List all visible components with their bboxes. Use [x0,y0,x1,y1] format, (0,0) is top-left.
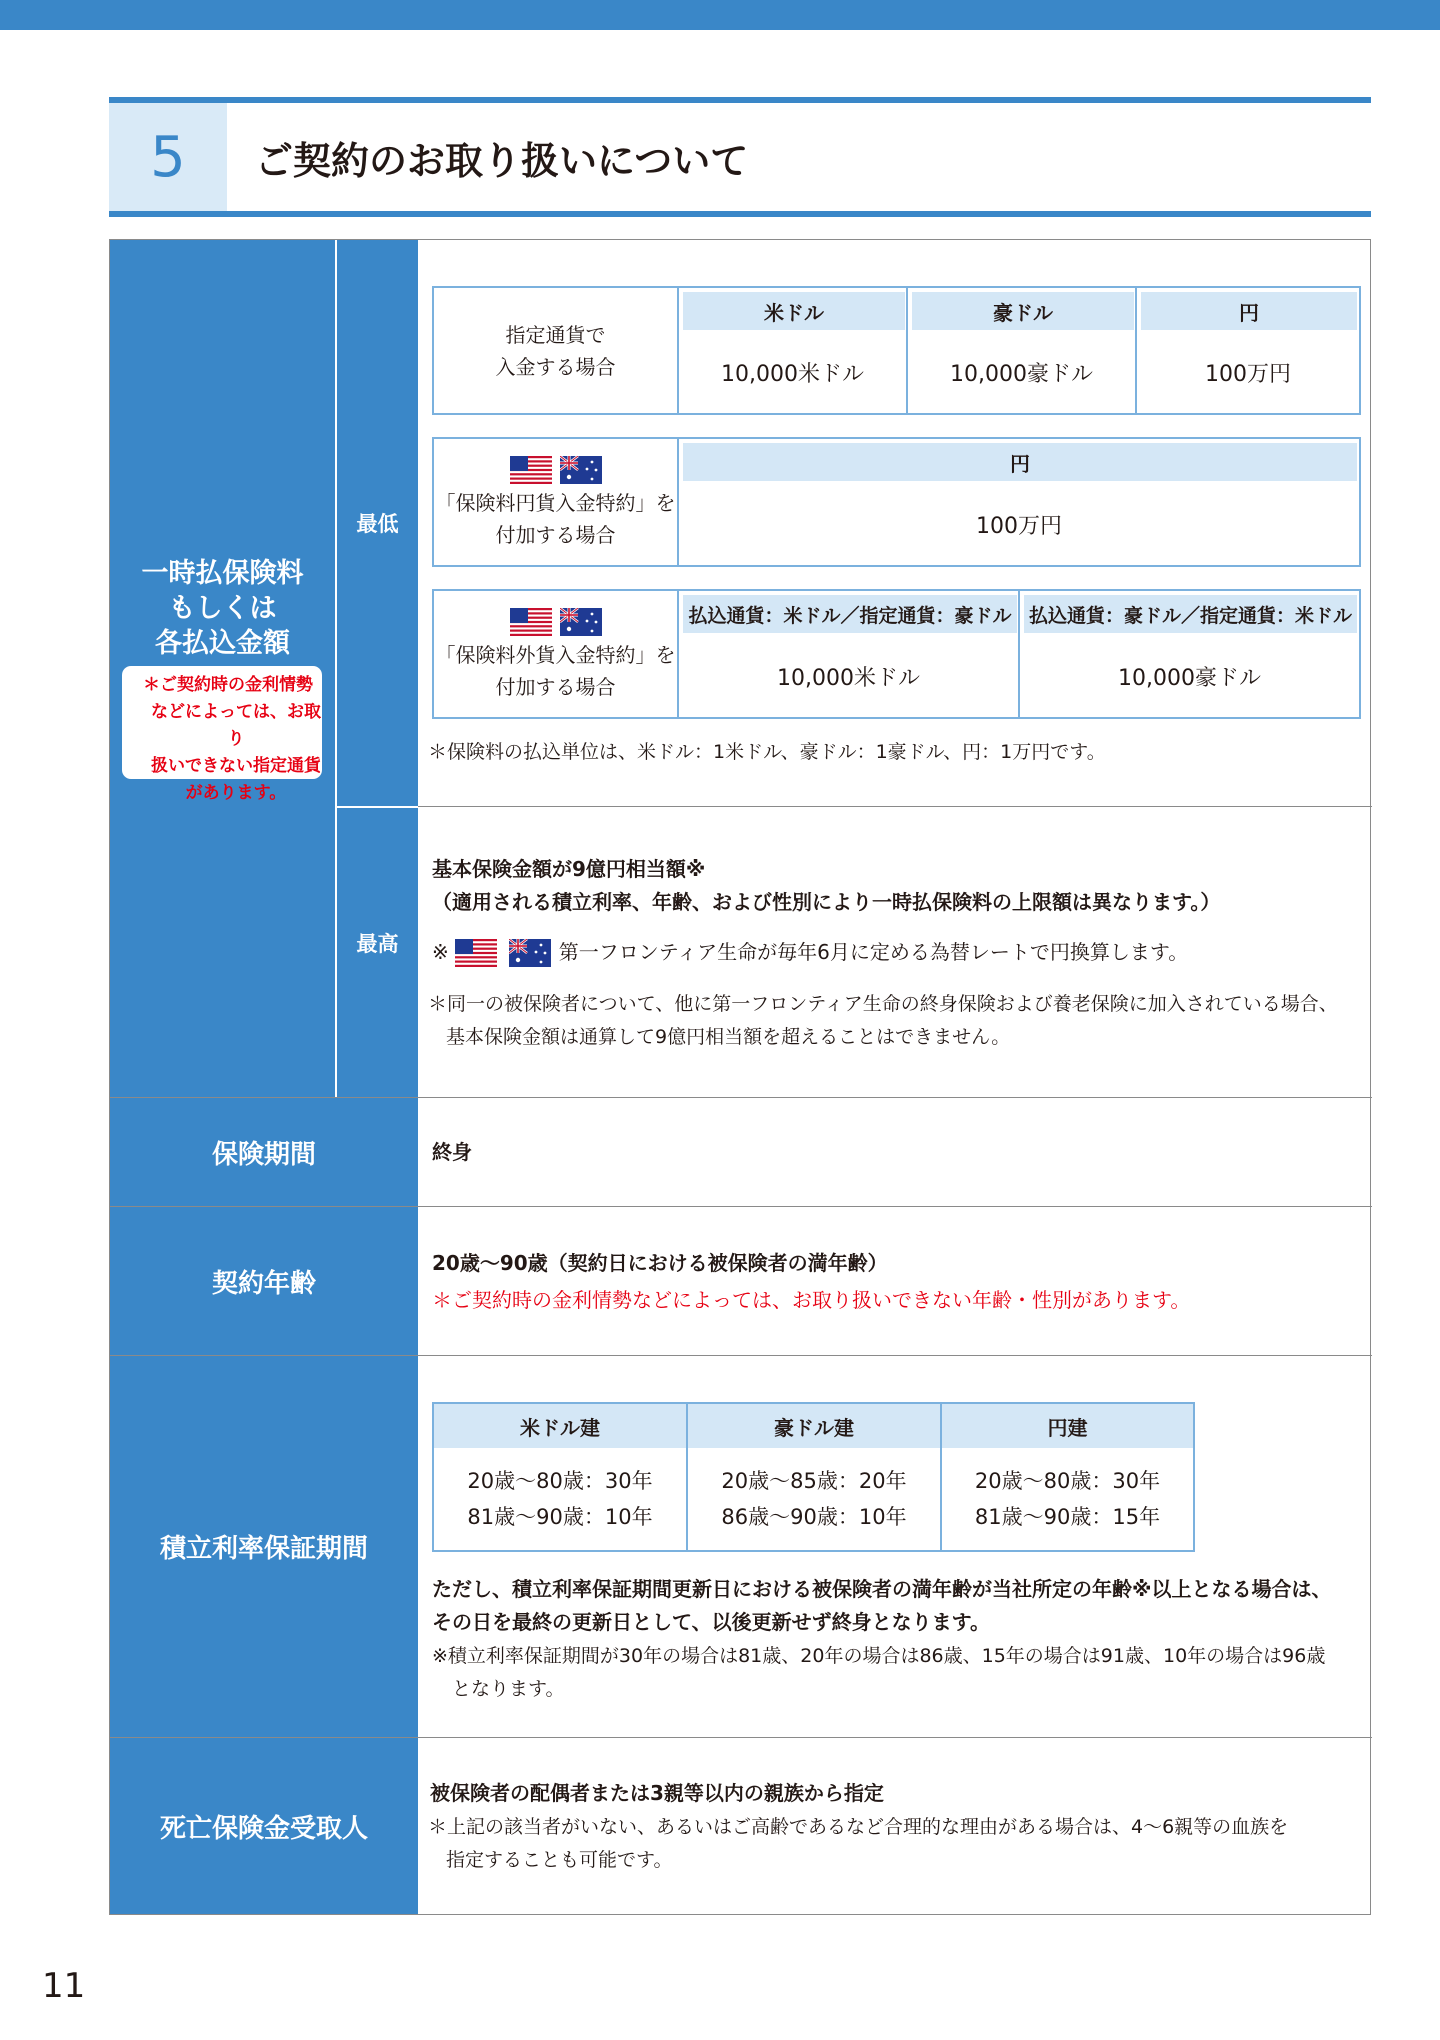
max-label: 最高 [356,931,399,956]
table1-row-label [434,288,677,413]
australia-flag-icon [560,608,602,636]
page-number: 11 [42,1966,86,2006]
beneficiary-label: 死亡保険金受取人 [159,1813,368,1844]
guarantee-text-line2: その日を最終の更新日として、以後更新せず終身となります。 [432,1610,990,1634]
min-label: 最低 [356,512,399,536]
guarantee-note-line1: ※積立利率保証期間が30年の場合は81歳、20年の場合は86歳、15年の場合は91歳、10年の場合は96歳 [432,1645,1326,1667]
table2-row-label [434,439,677,565]
guarantee-header-aud: 豪ドル建 [688,1404,940,1448]
table3-value-usd: 10,000米ドル [777,665,920,691]
period-label: 保険期間 [211,1139,316,1170]
premium-label-cell [110,240,335,1097]
guarantee-value: 20歳～80歳：30年 [467,1469,653,1493]
premium-note-line: 扱いできない指定通貨 [151,756,321,776]
age-note: ＊ご契約時の金利情勢などによっては、お取り扱いできない年齢・性別があります。 [432,1288,1191,1312]
guarantee-text-line1: ただし、積立利率保証期間更新日における被保険者の満年齢が当社所定の年齢※以上となる場合は、 [432,1577,1332,1601]
table3-value-aud: 10,000豪ドル [1118,665,1261,691]
guarantee-header-jpy: 円建 [942,1404,1193,1448]
table1-header-usd: 米ドル [683,292,905,330]
us-flag-icon [455,939,497,967]
guarantee-value: 81歳～90歳：15年 [974,1505,1161,1529]
max-fx-line [432,936,1188,969]
us-flag-icon [510,456,552,484]
unit-note: ＊保険料の払込単位は、米ドル：1米ドル、豪ドル：1豪ドル、円：1万円です。 [428,741,1106,763]
table-foreign-rider [432,589,1361,719]
premium-note-line: などによっては、お取り [151,702,321,749]
min-label-cell [337,240,418,806]
max-note-line2: 基本保険金額は通算して9億円相当額を超えることはできません。 [446,1026,1011,1048]
premium-label-line: もしくは [168,593,277,624]
guarantee-header-usd: 米ドル建 [434,1404,686,1448]
premium-note-line: ＊ご契約時の金利情勢 [143,675,313,695]
guarantee-cell-usd [434,1448,686,1550]
table1-header-jpy: 円 [1141,292,1357,330]
table-designated-currency [432,286,1361,415]
table1-header-aud: 豪ドル [912,292,1134,330]
us-flag-icon [510,608,552,636]
max-line1: 基本保険金額が9億円相当額※ [432,857,706,881]
guarantee-label-cell [110,1356,418,1737]
row-label-line: 「保険料円貨入金特約」を [435,491,676,515]
table1-value-jpy: 100万円 [1205,362,1291,387]
beneficiary-note-line2: 指定することも可能です。 [446,1849,673,1871]
age-label: 契約年齢 [211,1268,316,1299]
row-label-line: 「保険料外貨入金特約」を [435,643,676,667]
section-number: 5 [109,103,227,211]
period-value: 終身 [432,1140,472,1164]
table2-value: 100万円 [976,513,1062,539]
max-note-line1: ＊同一の被保険者について、他に第一フロンティア生命の終身保険および養老保険に加入されている場合、 [428,993,1338,1015]
row-label-line: 入金する場合 [495,354,616,379]
beneficiary-note-line1: ＊上記の該当者がいない、あるいはご高齢であるなど合理的な理由がある場合は、4～6親等の血族を [428,1816,1289,1838]
table1-value-aud: 10,000豪ドル [950,362,1093,387]
premium-note-line: があります。 [185,783,287,803]
guarantee-cell-aud [688,1448,940,1550]
guarantee-value: 20歳～85歳：20年 [721,1469,907,1493]
row-label-line: 指定通貨で [505,322,606,347]
max-label-cell [337,808,418,1097]
australia-flag-icon [560,456,602,484]
guarantee-note-line2: となります。 [452,1678,565,1700]
table2-header-jpy: 円 [683,443,1357,481]
max-line2: （適用される積立利率、年齢、および性別により一時払保険料の上限額は異なります。） [432,890,1221,914]
premium-note-box [122,666,322,803]
divider [418,806,1372,807]
premium-label-line: 一時払保険料 [141,558,304,589]
table3-header-usd-to-aud: 払込通貨：米ドル／指定通貨：豪ドル [683,595,1017,633]
australia-flag-icon [509,939,551,967]
guarantee-cell-jpy [942,1448,1193,1550]
top-band [0,0,1440,30]
guarantee-table [432,1402,1195,1552]
table-yen-rider [432,437,1361,567]
table1-value-usd: 10,000米ドル [721,362,864,387]
premium-label-line: 各払込金額 [155,628,290,659]
guarantee-value: 81歳～90歳：10年 [467,1505,653,1529]
table3-row-label [434,591,677,717]
guarantee-label: 積立利率保証期間 [159,1534,368,1564]
beneficiary-value: 被保険者の配偶者または3親等以内の親族から指定 [430,1781,884,1805]
row-label-line: 付加する場合 [495,523,616,547]
age-label-cell [110,1207,418,1355]
period-label-cell [110,1098,418,1206]
guarantee-value: 86歳～90歳：10年 [721,1505,907,1529]
table3-header-aud-to-usd: 払込通貨：豪ドル／指定通貨：米ドル [1024,595,1357,633]
row-label-line: 付加する場合 [495,675,616,699]
beneficiary-label-cell [110,1738,418,1914]
terms-table [109,239,1371,1915]
section-title: ご契約のお取り扱いについて [255,138,749,183]
age-value: 20歳～90歳（契約日における被保険者の満年齢） [432,1251,888,1275]
max-mark: ※ [432,940,449,964]
guarantee-value: 20歳～80歳：30年 [974,1469,1161,1493]
section-header [109,97,1371,217]
header-rule-bottom [109,211,1371,217]
max-fx-text: 第一フロンティア生命が毎年6月に定める為替レートで円換算します。 [558,940,1189,964]
